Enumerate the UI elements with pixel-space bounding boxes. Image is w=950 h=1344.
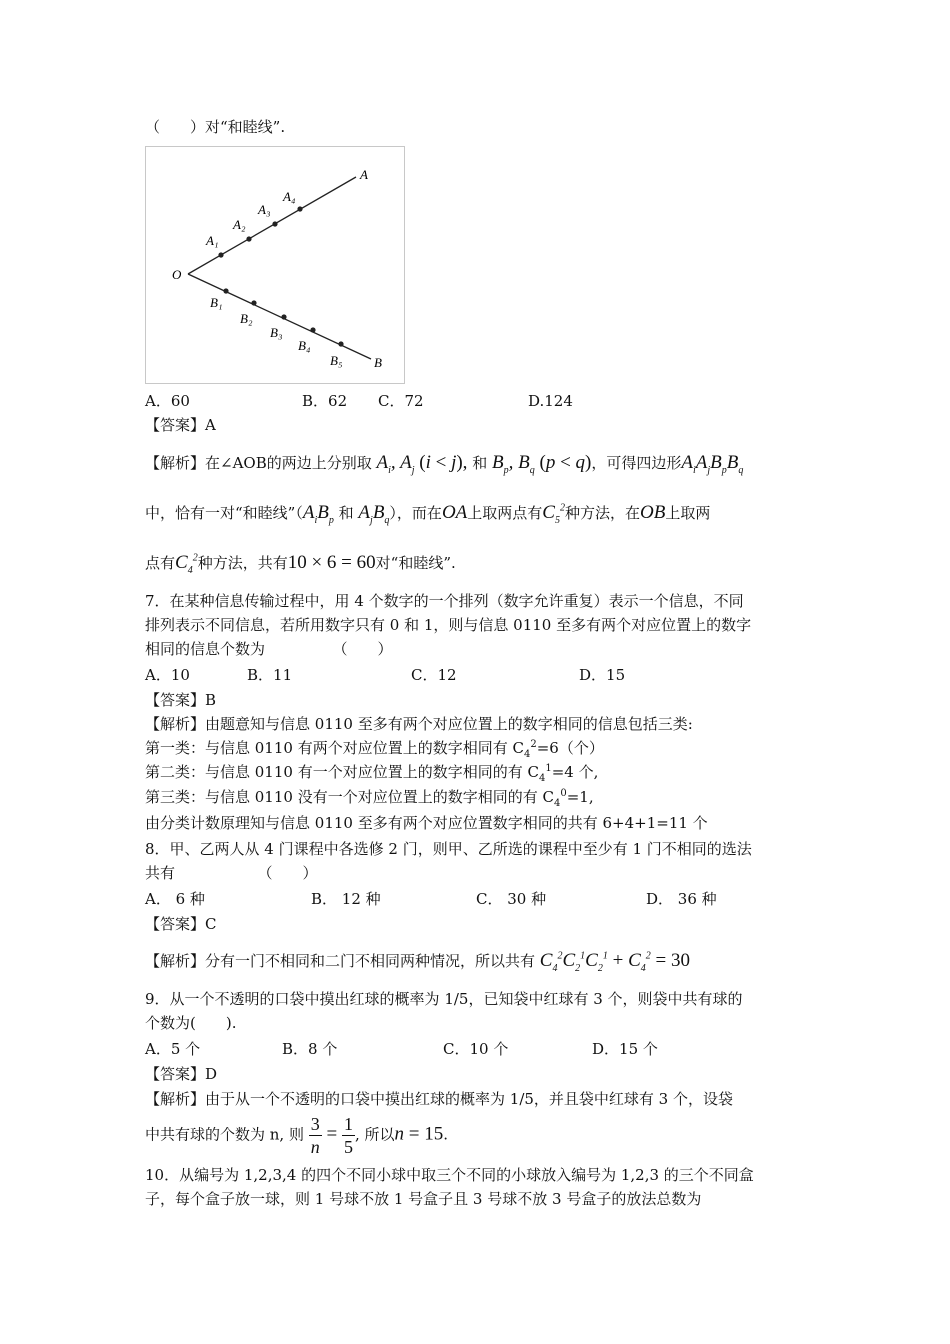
q6-option-b: B．62: [302, 392, 348, 410]
q7-analysis-3a: 第二类：与信息 0110 有一个对应位置上的数字相同的有 C: [145, 763, 539, 781]
q6-analysis-2e: 种方法，在: [564, 504, 640, 522]
q6-stem-tail: （ ）对“和睦线”.: [145, 118, 286, 136]
label-B4: B₄: [298, 338, 311, 353]
label-B1: B₁: [210, 295, 223, 310]
q7-analysis-4: 第三类：与信息 0110 没有一个对应位置上的数字相同的有 $C_4^0=1$,: [145, 788, 594, 809]
label-O: O: [172, 267, 182, 282]
q8-option-d: D． 36 种: [646, 890, 717, 908]
q8-answer: 【答案】C: [145, 915, 217, 933]
q10-stem-1: 10．从编号为 1,2,3,4 的四个不同小球中取三个不同的小球放入编号为 1,2,3 的三个不同盒: [145, 1166, 754, 1184]
q10-stem-2: 子，每个盒子放一球，则 1 号球不放 1 号盒子且 3 号球不放 3 号盒子的放法总数为: [145, 1190, 702, 1208]
label-B: B: [374, 355, 382, 370]
q7-analysis-2: 第一类：与信息 0110 有两个对应位置上的数字相同有 $C_4^2=6$（个）: [145, 739, 604, 760]
q9-analysis-2b: , 所以: [354, 1125, 395, 1144]
label-A2: A₂: [233, 217, 246, 232]
q8-analysis: 【解析】分有一门不相同和二门不相同两种情况，所以共有 $C_4^2C_2^1C_2^1 + C_4^2 = 30$: [145, 950, 690, 974]
q7-analysis-2b: =6（个）: [536, 739, 604, 757]
q9-option-c: C．10 个: [443, 1040, 509, 1058]
q6-analysis-2c: ），而在: [389, 504, 442, 522]
q6-analysis-1a: 在∠AOB的两边上分别取: [205, 454, 372, 472]
q6-analysis-2f: 上取两: [665, 504, 711, 522]
label-B2: B₂: [240, 311, 253, 326]
label-A3: A₃: [258, 202, 271, 217]
q9-option-d: D．15 个: [592, 1040, 658, 1058]
q6-analysis-2a: 中，恰有一对“和睦线”（: [145, 504, 303, 522]
q9-option-a: A．5 个: [145, 1040, 201, 1058]
q8-option-c: C． 30 种: [476, 890, 547, 908]
q7-option-b: B．11: [247, 666, 293, 684]
q7-analysis-2a: 第一类：与信息 0110 有两个对应位置上的数字相同有 C: [145, 739, 524, 757]
angle-figure: [145, 146, 405, 384]
q9-stem-2: 个数为( ).: [145, 1014, 237, 1032]
label-A4: A₄: [283, 189, 296, 204]
q6-option-d: D.124: [528, 392, 573, 410]
q7-option-d: D．15: [579, 666, 626, 684]
label-A1: A₁: [206, 233, 219, 248]
q8-option-b: B． 12 种: [311, 890, 381, 908]
q6-analysis-3c: 对“和睦线”.: [375, 554, 456, 572]
q9-analysis-2a: 中共有球的个数为 n, 则: [145, 1125, 304, 1144]
label-A: A: [360, 167, 368, 182]
q9-answer: 【答案】D: [145, 1065, 218, 1083]
q8-stem-1: 8．甲、乙两人从 4 门课程中各选修 2 门，则甲、乙所选的课程中至少有 1 门不相同的选法: [145, 840, 752, 858]
q7-analysis-3b: =4 个,: [551, 763, 599, 781]
q7-stem-3: 相同的信息个数为 （ ）: [145, 640, 393, 658]
q7-analysis-1: 【解析】由题意知与信息 0110 至多有两个对应位置上的数字相同的信息包括三类:: [145, 715, 693, 733]
q6-option-a: A．60: [145, 392, 190, 410]
q7-analysis-3: 第二类：与信息 0110 有一个对应位置上的数字相同的有 $C_4^1=4$ 个,: [145, 763, 599, 784]
q8-option-a: A． 6 种: [145, 890, 205, 908]
q7-analysis-4b: =1,: [566, 788, 594, 806]
q6-analysis-label: 【解析】: [145, 454, 206, 472]
q6-analysis-line2: 中，恰有一对“和睦线$”(A_iB_p$ 和 $A_jB_q$），而在OA上取两点有$C_5^2$种方法，在OB上取两: [145, 502, 711, 526]
q6-analysis-3b: 种方法，共有: [197, 554, 288, 572]
q7-option-a: A．10: [145, 666, 190, 684]
q7-stem-1: 7．在某种信息传输过程中，用 4 个数字的一个排列（数字允许重复）表示一个信息，不同: [145, 592, 744, 610]
q6-option-c: C．72: [378, 392, 424, 410]
q6-analysis-line3: 点有$C_4^2$种方法，共有10 × 6 = 60对“和睦线”.: [145, 552, 456, 576]
label-B3: B₃: [270, 325, 283, 340]
q6-analysis-3a: 点有: [145, 554, 176, 572]
q6-analysis-1b: ，可得四边形: [591, 454, 682, 472]
q8-analysis-text: 【解析】分有一门不相同和二门不相同两种情况，所以共有: [145, 952, 536, 970]
q8-stem-2: 共有 （ ）: [145, 864, 318, 882]
q7-answer: 【答案】B: [145, 691, 217, 709]
q7-analysis-4a: 第三类：与信息 0110 没有一个对应位置上的数字相同的有 C: [145, 788, 554, 806]
q6-analysis-line1: 【解析】在∠AOB的两边上分别取 $A_i$, $A_j$ (i < j), 和 $B_p$, $B_q$ (p < q)，可得四边形$A_iA_jB_pB_q$: [145, 452, 744, 476]
q7-option-c: C．12: [411, 666, 457, 684]
q9-analysis-2: 中共有球的个数为 n, 则 $\frac{3}{n}$ = $\frac{1}{5}$ , 所以n = 15.: [145, 1114, 449, 1157]
q9-stem-1: 9．从一个不透明的口袋中摸出红球的概率为 1/5，已知袋中红球有 3 个，则袋中共有球的: [145, 990, 743, 1008]
q7-stem-2: 排列表示不同信息，若所用数字只有 0 和 1，则与信息 0110 至多有两个对应位置上的数字: [145, 616, 752, 634]
q7-analysis-5: 由分类计数原理知与信息 0110 至多有两个对应位置数字相同的共有 6+4+1=11 个: [145, 814, 708, 832]
q6-analysis-2d: 上取两点有: [467, 504, 543, 522]
q9-option-b: B．8 个: [282, 1040, 338, 1058]
q6-answer: 【答案】A: [145, 416, 216, 434]
label-B5: B₅: [330, 353, 343, 368]
q6-analysis-2b: 和: [338, 504, 354, 522]
q9-analysis-1: 【解析】由于从一个不透明的口袋中摸出红球的概率为 1/5，并且袋中红球有 3 个，设袋: [145, 1090, 733, 1108]
